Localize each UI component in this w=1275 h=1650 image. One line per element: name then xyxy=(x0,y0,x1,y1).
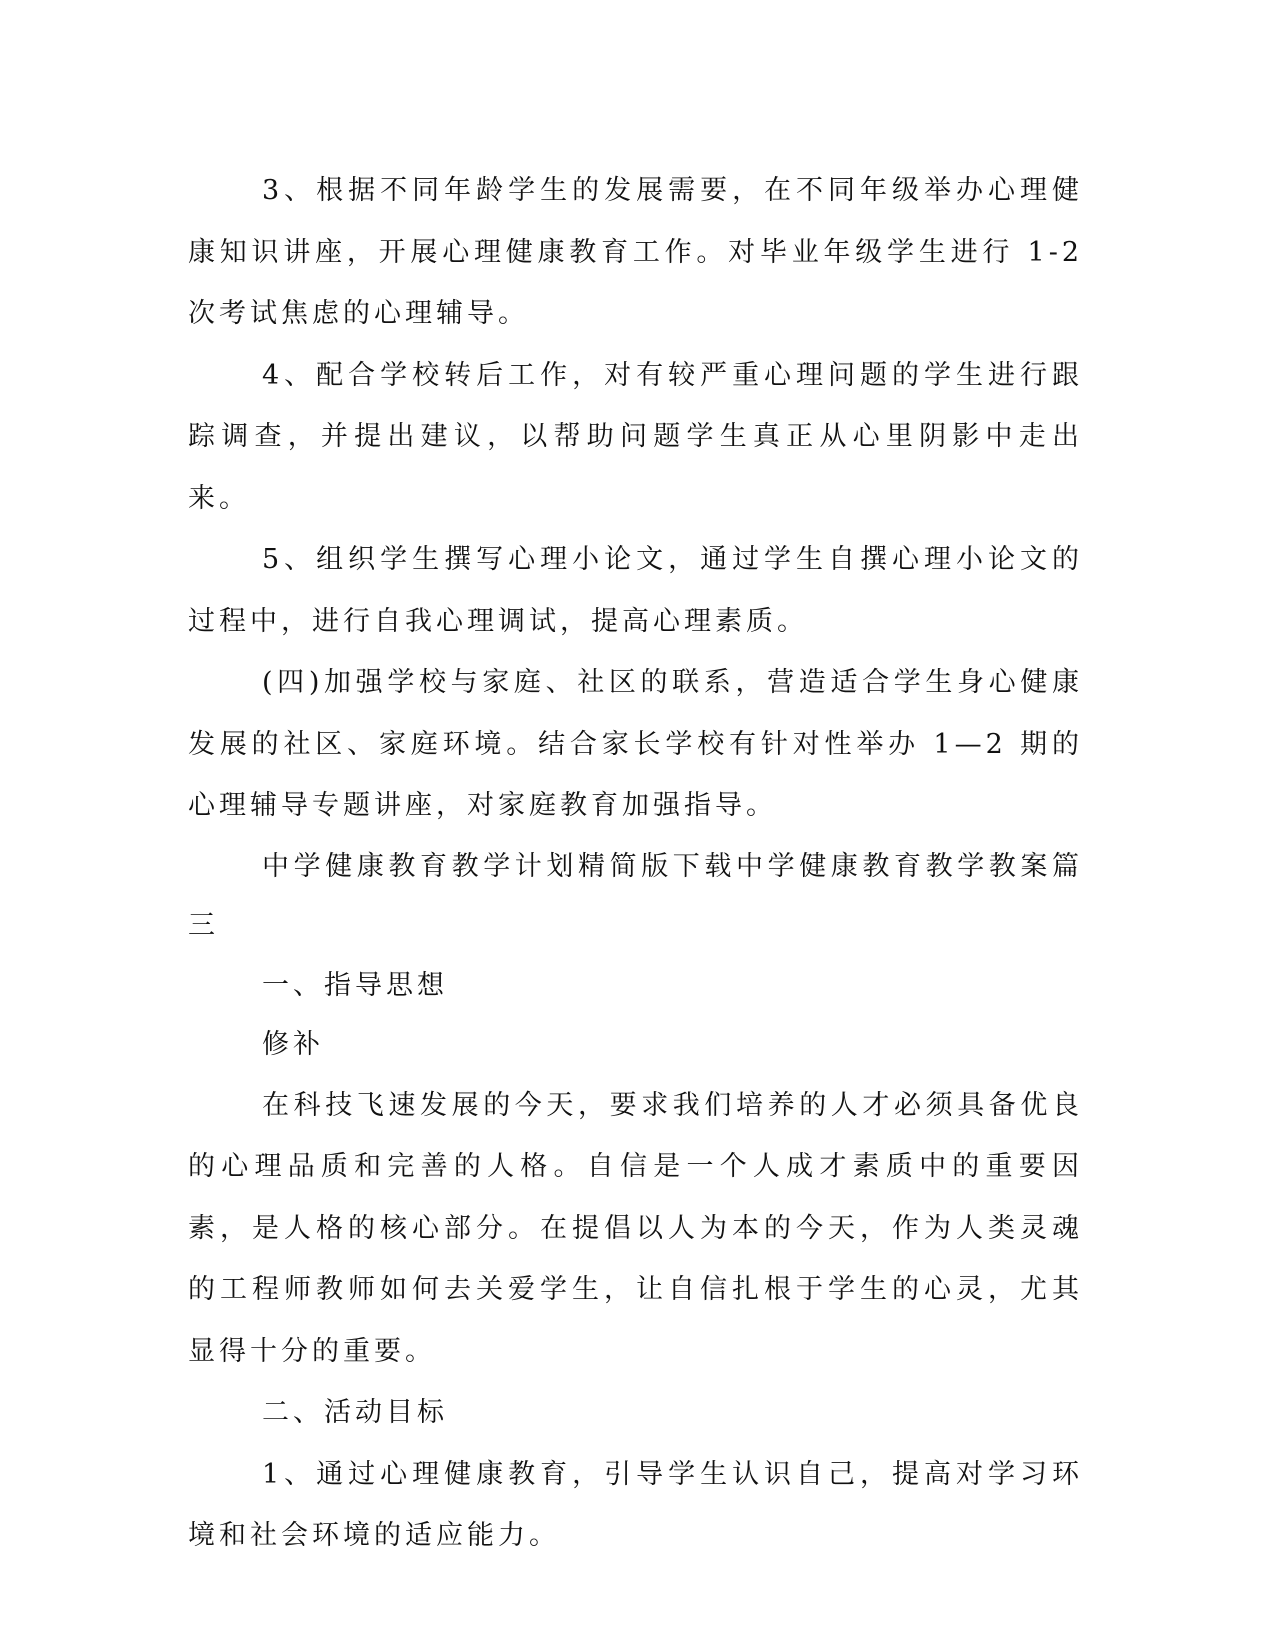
heading-repair: 修补 xyxy=(262,1029,324,1060)
paragraph-goal-1: 1、通过心理健康教育，引导学生认识自己，提高对学习环境和社会环境的适应能力。 xyxy=(188,1458,1083,1551)
paragraph-item-5: 5、组织学生撰写心理小论文，通过学生自撰心理小论文的过程中，进行自我心理调试，提高心理素质。 xyxy=(188,544,1083,637)
heading-activity-goals: 二、活动目标 xyxy=(262,1397,448,1428)
document-body xyxy=(188,160,1083,1567)
heading-guiding-ideology: 一、指导思想 xyxy=(262,969,448,1001)
document-section-title: 中学健康教育教学计划精简版下载中学健康教育教学教案篇三 xyxy=(188,850,1083,941)
paragraph-guiding-ideology: 在科技飞速发展的今天，要求我们培养的人才必须具备优良的心理品质和完善的人格。自信是一个人成才素质中的重要因素，是人格的核心部分。在提倡以人为本的今天，作为人类灵魂的工程师教师如何去关爱学生，让自信扎根于学生的心灵，尤其显得十分的重要。 xyxy=(188,1089,1083,1367)
paragraph-section-4: (四)加强学校与家庭、社区的联系，营造适合学生身心健康发展的社区、家庭环境。结合家长学校有针对性举办 1—2 期的心理辅导专题讲座，对家庭教育加强指导。 xyxy=(188,667,1083,821)
paragraph-item-4: 4、配合学校转后工作，对有较严重心理问题的学生进行跟踪调查，并提出建议，以帮助问题学生真正从心里阴影中走出来。 xyxy=(188,359,1083,514)
paragraph-item-3: 3、根据不同年龄学生的发展需要，在不同年级举办心理健康知识讲座，开展心理健康教育工作。对毕业年级学生进行 1-2 次考试焦虑的心理辅导。 xyxy=(188,175,1083,329)
